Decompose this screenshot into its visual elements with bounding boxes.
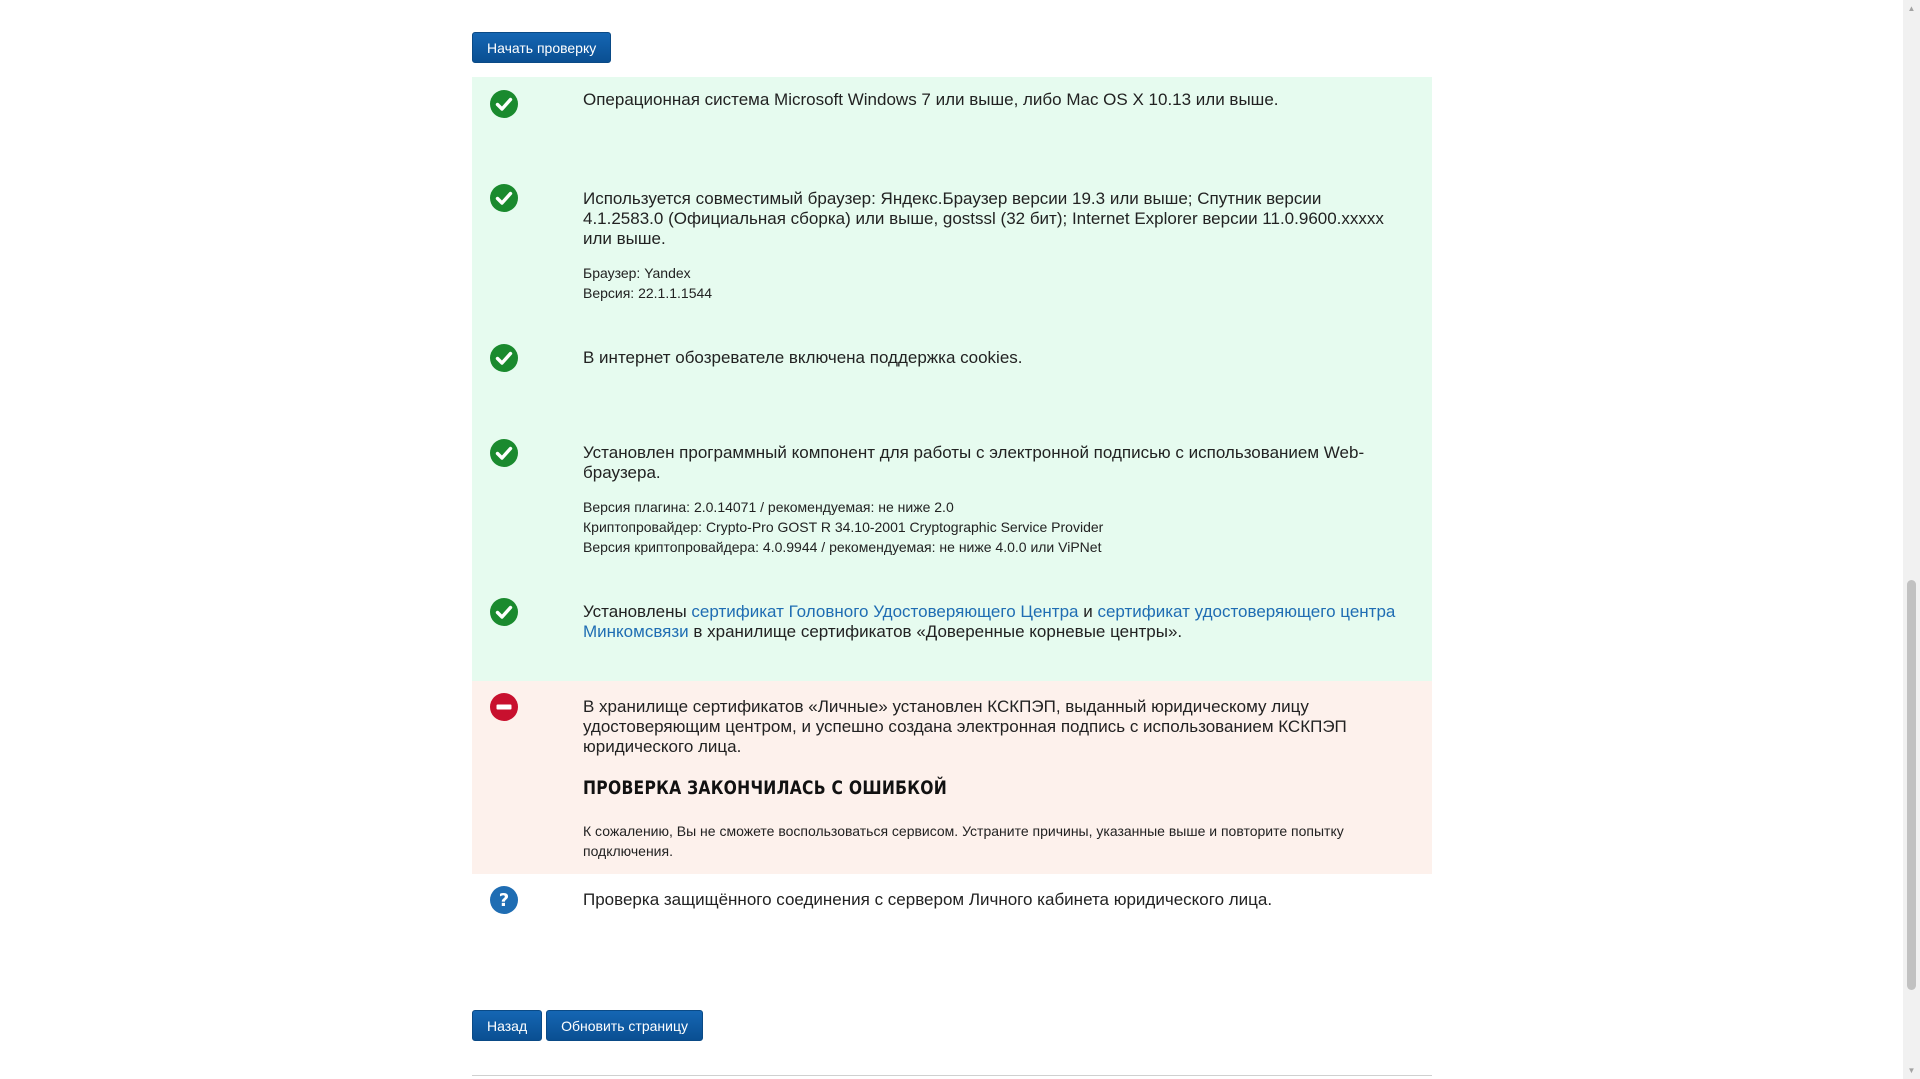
check-circle-icon	[490, 90, 518, 118]
refresh-page-button[interactable]: Обновить страницу	[546, 1010, 703, 1041]
check-circle-icon	[490, 184, 518, 212]
vertical-scrollbar[interactable]	[1903, 0, 1920, 1079]
head-ca-certificate-link[interactable]: сертификат Головного Удостоверяющего Центра	[691, 602, 1079, 621]
error-message: К сожалению, Вы не сможете воспользоваться сервисом. Устраните причины, указанные выше и повторите попытку подключения.	[583, 823, 1344, 859]
svg-text:?: ?	[498, 890, 510, 911]
check-text: Установлен программный компонент для работы с электронной подписью с использованием Web-браузера.	[583, 443, 1365, 482]
check-text: Операционная система Microsoft Windows 7 или выше, либо Mac OS X 10.13 или выше.	[583, 90, 1279, 109]
footer-divider	[472, 1075, 1432, 1076]
mincomsvyaz-ca-certificate-link[interactable]: сертификат удостоверяющего центра Минкомсвязи	[583, 602, 1396, 641]
question-circle-icon	[490, 886, 518, 914]
check-item-personal-certificate	[472, 681, 1432, 874]
check-item-browser	[472, 173, 1432, 332]
back-button[interactable]: Назад	[472, 1010, 542, 1041]
check-circle-icon	[490, 344, 518, 372]
scroll-down-icon[interactable]: ▼	[1907, 1066, 1916, 1075]
error-title: ПРОВЕРКА ЗАКОНЧИЛАСЬ С ОШИБКОЙ	[583, 777, 948, 799]
cert-text-before: Установлены	[583, 602, 692, 621]
check-item-secure-connection	[472, 874, 1432, 954]
crypto-provider: Криптопровайдер: Crypto-Pro GOST R 34.10-2001 Cryptographic Service Provider	[583, 519, 1104, 535]
scroll-up-icon[interactable]: ▲	[1907, 4, 1916, 13]
minus-circle-icon	[490, 693, 518, 721]
check-text: Используется совместимый браузер: Яндекс.Браузер версии 19.3 или выше; Спутник версии 4.1.2583.0 (Официальная сборка) или выше, gostssl (32 бит); Internet Explorer версии 11.0.9600.xxxxx или выше.	[583, 189, 1384, 248]
top-actions	[472, 32, 611, 63]
cert-text-middle: и	[1078, 602, 1098, 621]
cert-text-after: в хранилище сертификатов «Доверенные корневые центры».	[688, 622, 1183, 641]
browser-details	[583, 263, 1402, 303]
plugin-version: Версия плагина: 2.0.14071 / рекомендуемая: не ниже 2.0	[583, 499, 954, 515]
browser-name: Браузер: Yandex	[583, 265, 691, 281]
check-item-os	[472, 77, 1432, 173]
bottom-actions	[472, 1010, 703, 1041]
check-circle-icon	[490, 598, 518, 626]
crypto-provider-version: Версия криптопровайдера: 4.0.9944 / рекомендуемая: не ниже 4.0.0 или ViPNet	[583, 539, 1102, 555]
check-circle-icon	[490, 439, 518, 467]
check-item-certificates	[472, 586, 1432, 681]
check-text: В интернет обозревателе включена поддержка cookies.	[583, 348, 1023, 367]
check-item-cookies	[472, 332, 1432, 427]
start-check-button[interactable]: Начать проверку	[472, 32, 611, 63]
checks-list	[472, 77, 1432, 954]
check-item-plugin	[472, 427, 1432, 586]
browser-version: Версия: 22.1.1.1544	[583, 285, 713, 301]
check-text: Проверка защищённого соединения с сервером Личного кабинета юридического лица.	[583, 890, 1273, 909]
scrollbar-thumb[interactable]	[1907, 580, 1916, 990]
check-text	[583, 602, 1402, 642]
check-text: В хранилище сертификатов «Личные» установлен КСКПЭП, выданный юридическому лицу удостоверяющим центром, и успешно создана электронная подпись с использованием КСКПЭП юридического лица.	[583, 697, 1347, 756]
plugin-details	[583, 497, 1402, 557]
